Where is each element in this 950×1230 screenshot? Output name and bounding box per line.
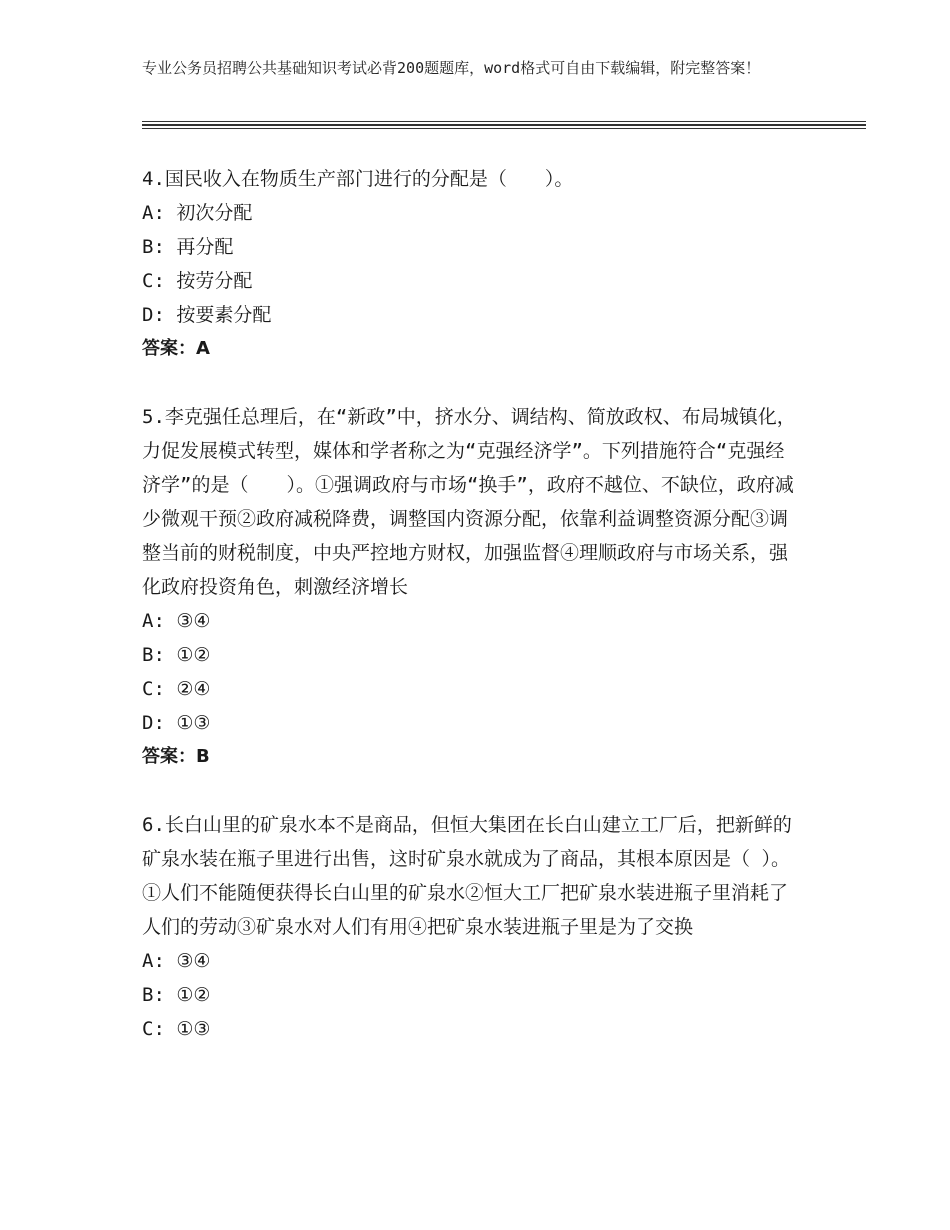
option-b: B: ①② [142, 984, 211, 1006]
option-c: C: ①③ [142, 1018, 211, 1040]
question-6 [142, 808, 802, 1046]
option-a: A: 初次分配 [142, 202, 253, 224]
option-b: B: 再分配 [142, 236, 234, 258]
answer-line: 答案：A [142, 338, 210, 359]
question-list [142, 162, 802, 1080]
header-rule [142, 128, 866, 129]
option-a: A: ③④ [142, 950, 211, 972]
page-header: 专业公务员招聘公共基础知识考试必背200题题库，word格式可自由下载编辑，附完整答案！ [142, 59, 761, 77]
question-stem: 6.长白山里的矿泉水本不是商品，但恒大集团在长白山建立工厂后，把新鲜的矿泉水装在瓶子里进行出售，这时矿泉水就成为了商品，其根本原因是（ ）。①人们不能随便获得长白山里的矿泉水②恒大工厂把矿泉水装进瓶子里消耗了人们的劳动③矿泉水对人们有用④把矿泉水装进瓶子里是为了交换 [142, 814, 792, 938]
option-d: D: ①③ [142, 712, 211, 734]
header-rule [142, 124, 866, 126]
option-d: D: 按要素分配 [142, 304, 272, 326]
question-4 [142, 162, 802, 366]
question-stem: 5.李克强任总理后，在“新政”中，挤水分、调结构、简放政权、布局城镇化，力促发展模式转型，媒体和学者称之为“克强经济学”。下列措施符合“克强经济学”的是（ ）。①强调政府与市场“换手”，政府不越位、不缺位，政府减少微观干预②政府减税降费，调整国内资源分配，依靠利益调整资源分配③调整当前的财税制度，中央严控地方财权，加强监督④理顺政府与市场关系，强化政府投资角色，刺激经济增长 [142, 406, 796, 598]
option-c: C: 按劳分配 [142, 270, 253, 292]
question-5 [142, 400, 802, 774]
question-stem: 4.国民收入在物质生产部门进行的分配是（ ）。 [142, 168, 574, 190]
option-b: B: ①② [142, 644, 211, 666]
header-rule [142, 121, 866, 122]
answer-line: 答案：B [142, 746, 210, 767]
option-a: A: ③④ [142, 610, 211, 632]
option-c: C: ②④ [142, 678, 211, 700]
